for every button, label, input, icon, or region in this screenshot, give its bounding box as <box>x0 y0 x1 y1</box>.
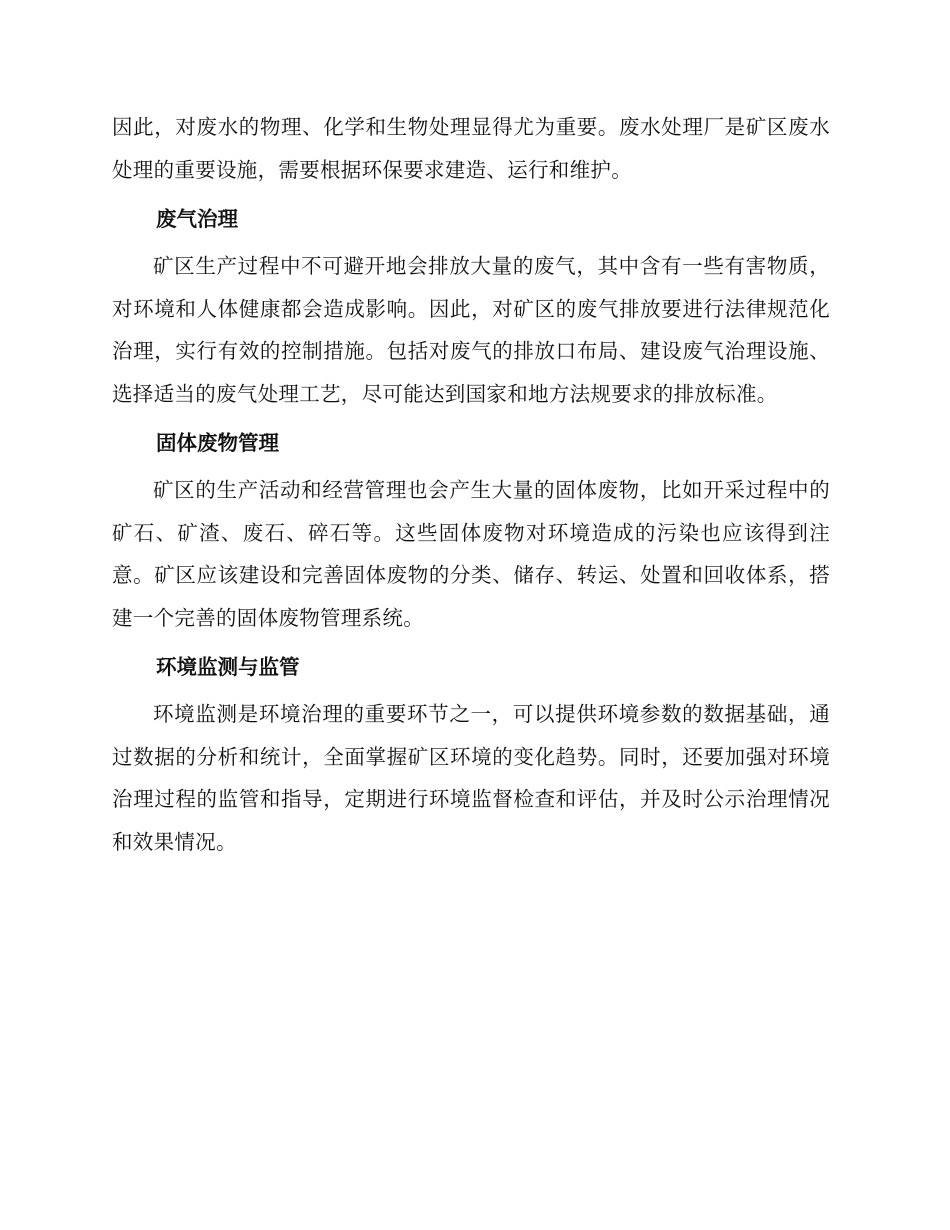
section-heading-solid-waste: 固体废物管理 <box>156 431 279 455</box>
section-body-exhaust-gas: 矿区生产过程中不可避开地会排放大量的废气，其中含有一些有害物质，对环境和人体健康都会造成影响。因此，对矿区的废气排放要进行法律规范化治理，实行有效的控制措施。包括对废气的排放口布局、建设废气治理设施、选择适当的废气处理工艺，尽可能达到国家和地方法规要求的排放标准。 <box>112 254 830 406</box>
section-body-monitoring: 环境监测是环境治理的重要环节之一，可以提供环境参数的数据基础，通过数据的分析和统计，全面掌握矿区环境的变化趋势。同时，还要加强对环境治理过程的监管和指导，定期进行环境监督检查和评估，并及时公示治理情况和效果情况。 <box>112 702 830 854</box>
intro-paragraph: 因此，对废水的物理、化学和生物处理显得尤为重要。废水处理厂是矿区废水处理的重要设施，需要根据环保要求建造、运行和维护。 <box>112 115 830 182</box>
document-page <box>112 106 830 863</box>
section-monitoring <box>112 653 830 863</box>
section-solid-waste <box>112 429 830 639</box>
section-body-solid-waste: 矿区的生产活动和经营管理也会产生大量的固体废物，比如开采过程中的矿石、矿渣、废石、碎石等。这些固体废物对环境造成的污染也应该得到注意。矿区应该建设和完善固体废物的分类、储存、转运、处置和回收体系，搭建一个完善的固体废物管理系统。 <box>112 478 830 630</box>
section-exhaust-gas <box>112 205 830 415</box>
section-heading-monitoring: 环境监测与监管 <box>156 655 300 679</box>
section-heading-exhaust-gas: 废气治理 <box>156 207 238 231</box>
